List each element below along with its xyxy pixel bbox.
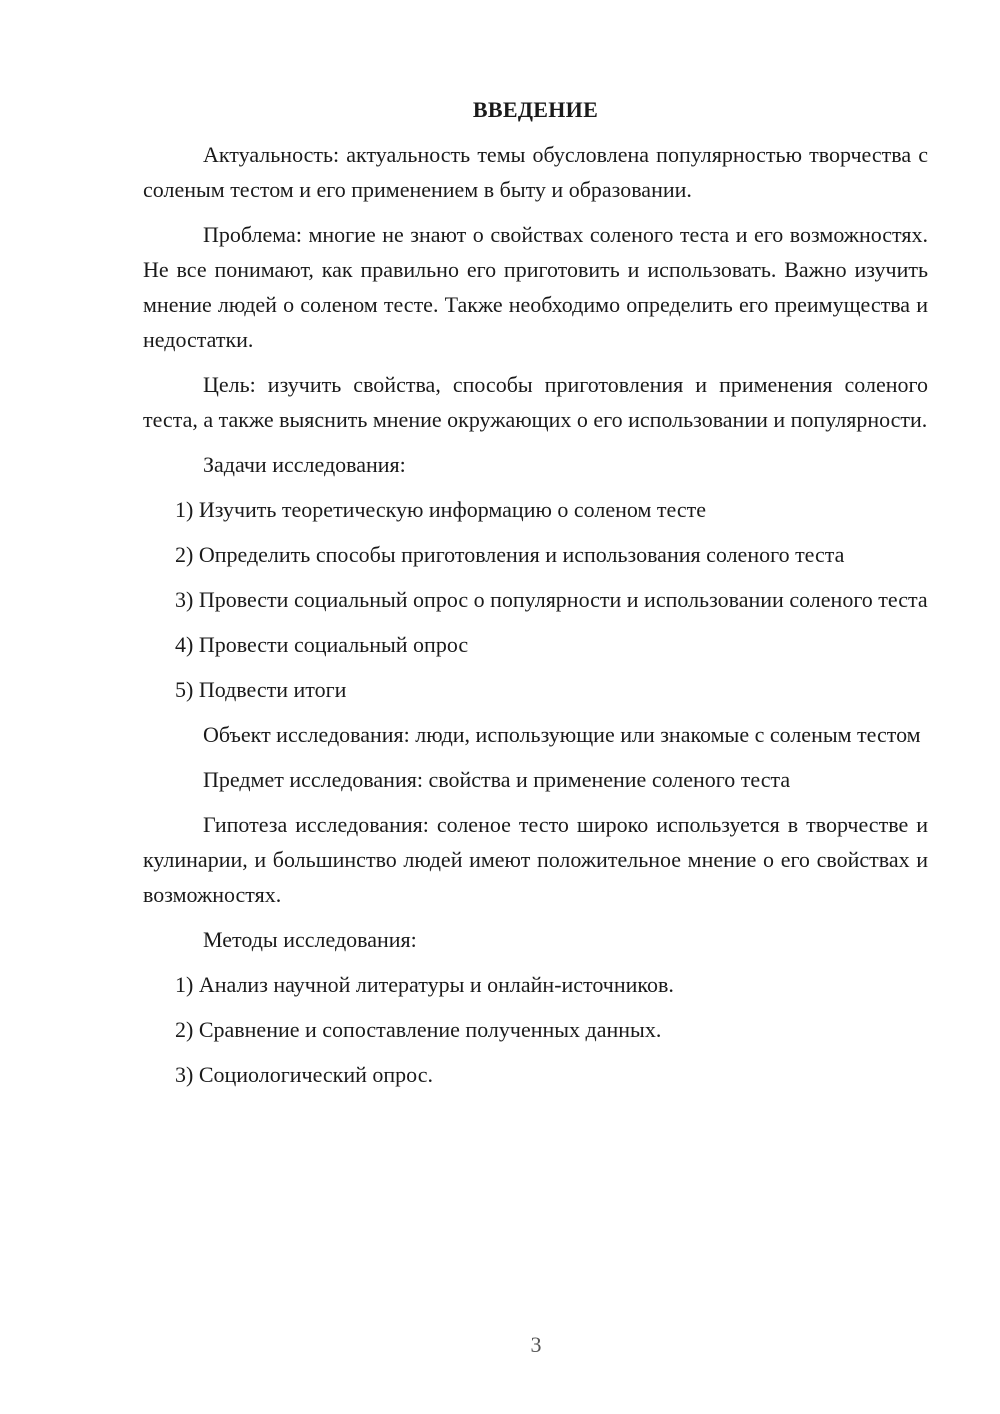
object-paragraph: Объект исследования: люди, использующие или знакомые с соленым тестом xyxy=(203,722,921,747)
task-item: 5) Подвести итоги xyxy=(175,677,347,702)
method-item: 3) Социологический опрос. xyxy=(175,1062,433,1087)
tasks-heading: Задачи исследования: xyxy=(203,452,406,477)
relevance-paragraph: Актуальность: актуальность темы обусловлена популярностью творчества с соленым тестом и его применением в быту и образовании. xyxy=(143,142,928,202)
page-number: 3 xyxy=(530,1332,542,1357)
method-item: 2) Сравнение и сопоставление полученных данных. xyxy=(175,1017,662,1042)
task-item: 4) Провести социальный опрос xyxy=(175,632,469,657)
goal-paragraph: Цель: изучить свойства, способы приготовления и применения соленого теста, а также выяснить мнение окружающих о его использовании и популярности. xyxy=(143,372,928,432)
task-item: 2) Определить способы приготовления и использования соленого теста xyxy=(175,542,845,567)
problem-paragraph: Проблема: многие не знают о свойствах соленого теста и его возможностях. Не все понимают, как правильно его приготовить и использовать. Важно изучить мнение людей о соленом тесте. Также необходимо определить его преимущества и недостатки. xyxy=(143,222,928,352)
subject-paragraph: Предмет исследования: свойства и применение соленого теста xyxy=(203,767,791,792)
method-item: 1) Анализ научной литературы и онлайн-источников. xyxy=(175,972,674,997)
document-page xyxy=(143,92,928,1102)
task-item: 1) Изучить теоретическую информацию о соленом тесте xyxy=(175,497,706,522)
page-title: ВВЕДЕНИЕ xyxy=(472,97,599,122)
hypothesis-paragraph: Гипотеза исследования: соленое тесто широко используется в творчестве и кулинарии, и большинство людей имеют положительное мнение о его свойствах и возможностях. xyxy=(143,812,928,907)
methods-heading: Методы исследования: xyxy=(203,927,417,952)
task-item: 3) Провести социальный опрос о популярности и использовании соленого теста xyxy=(175,587,928,612)
